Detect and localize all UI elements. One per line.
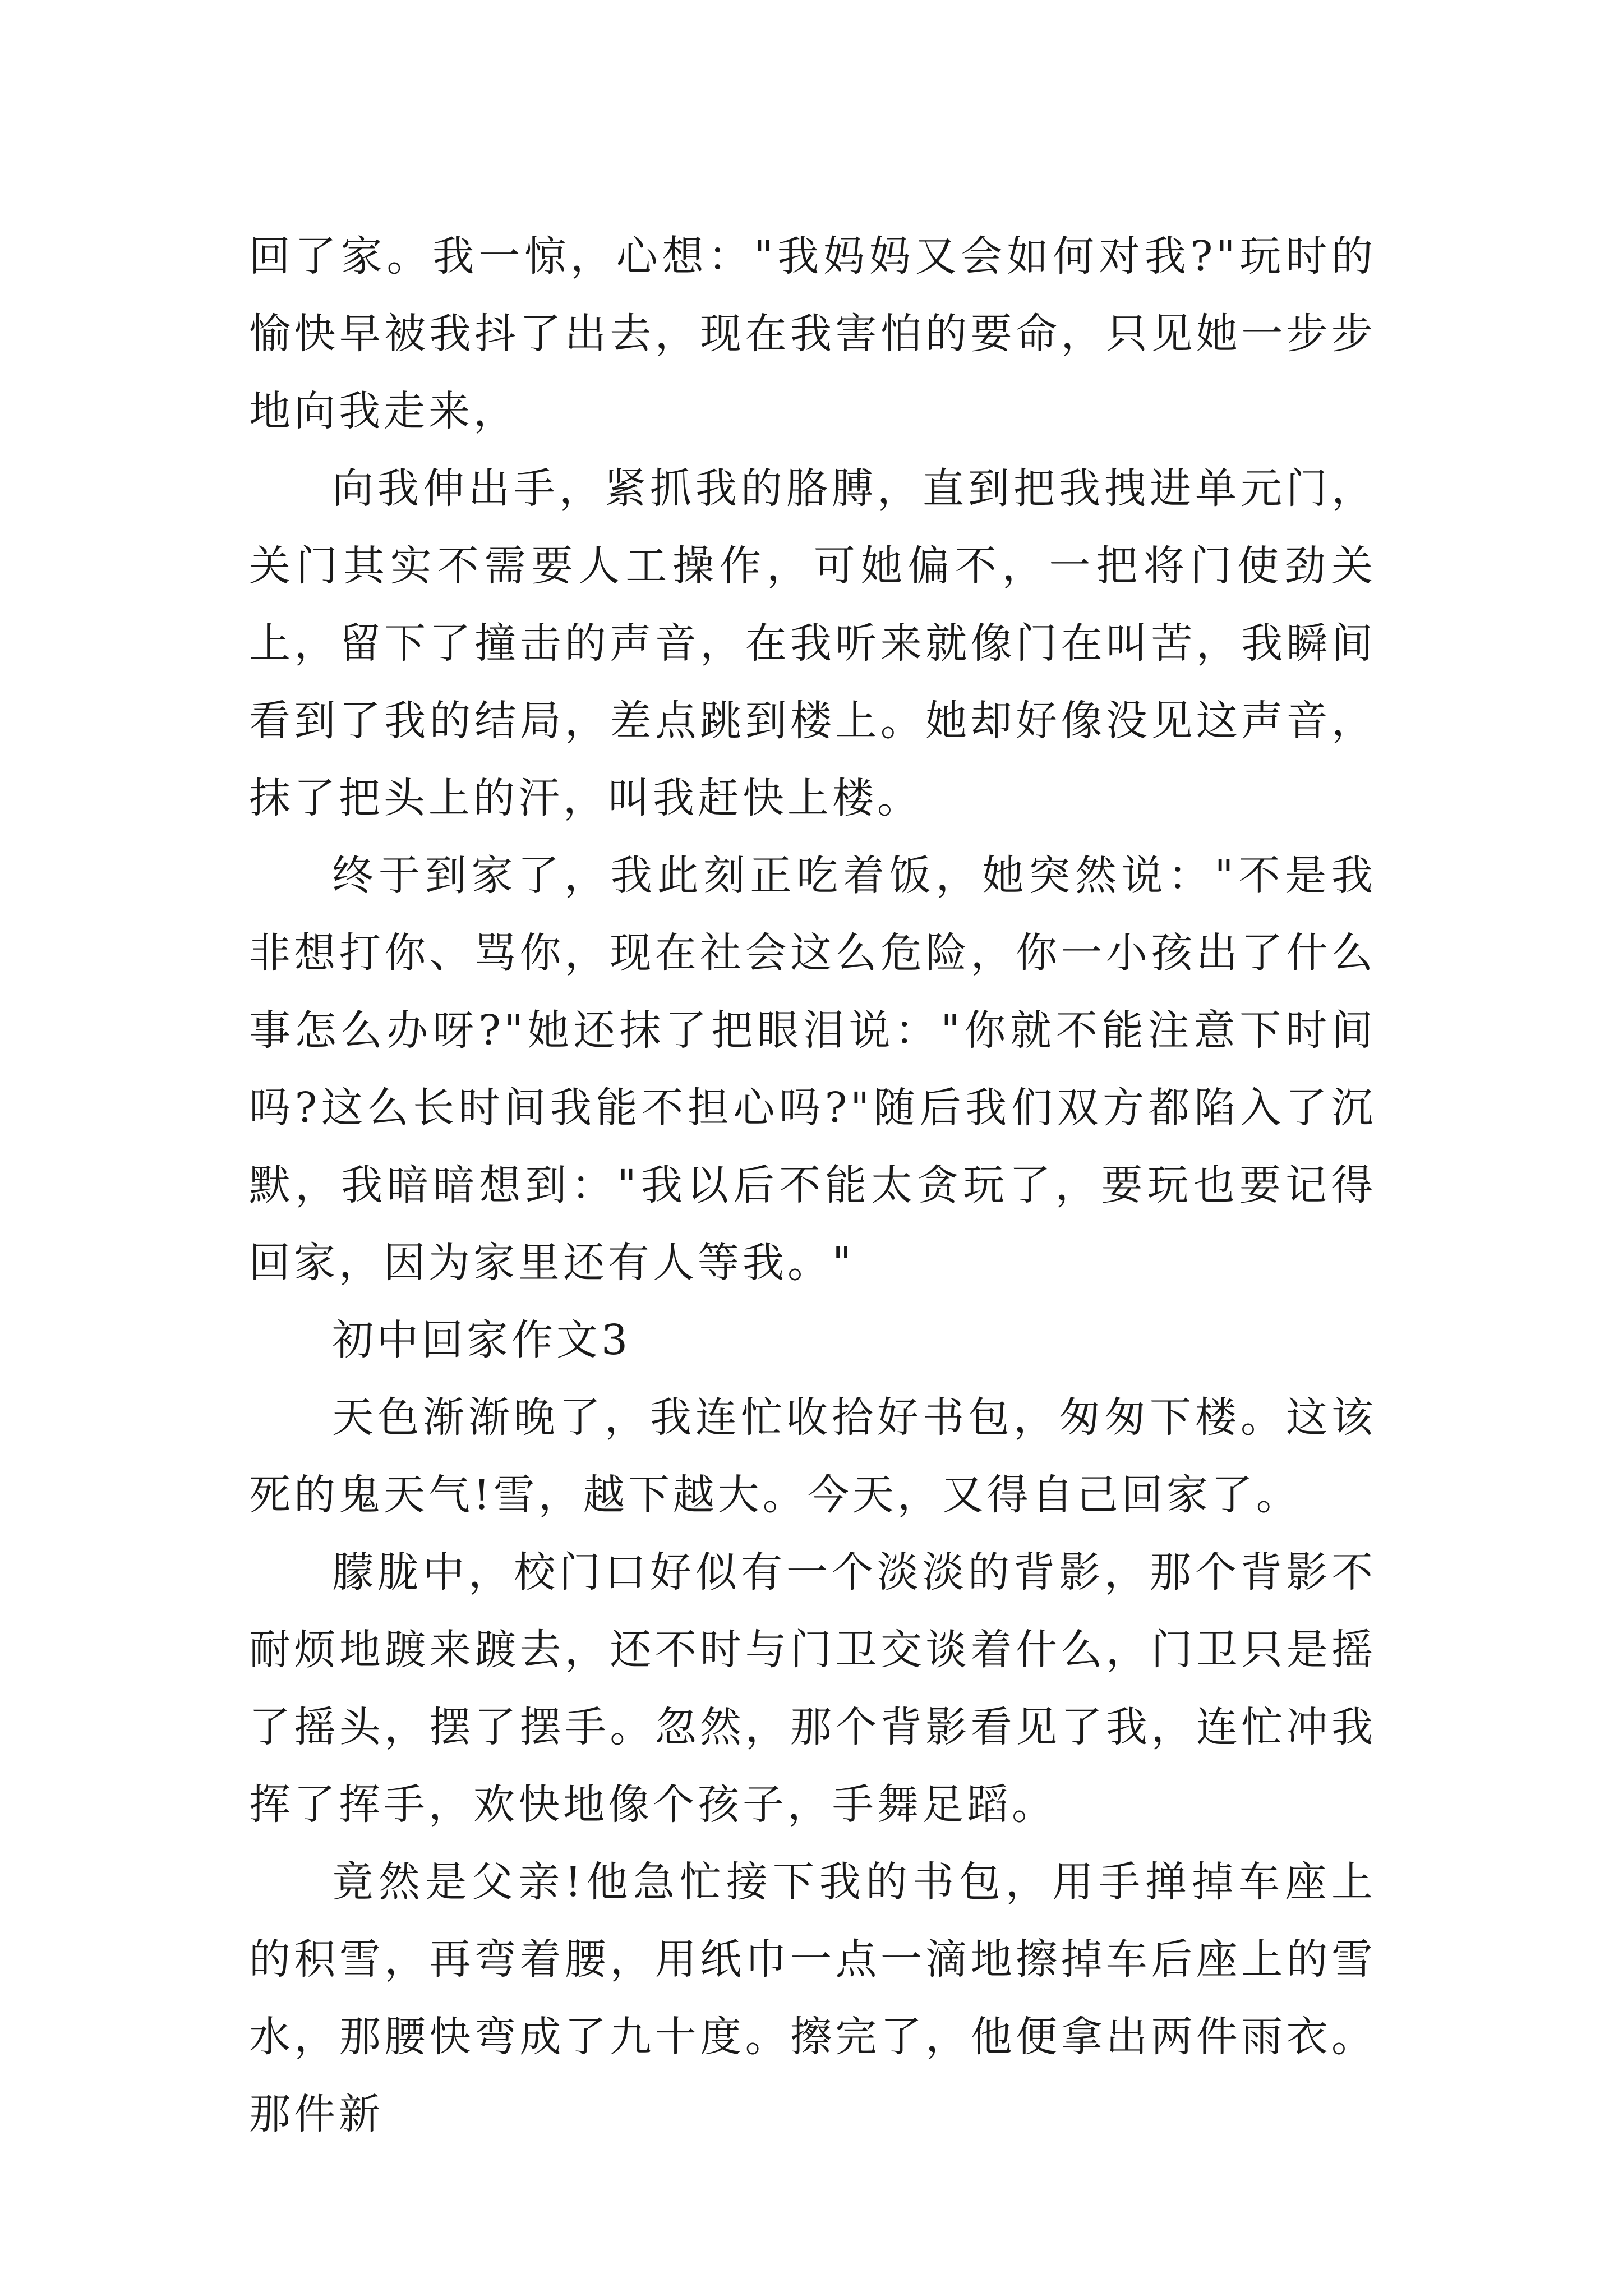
- paragraph-5: 朦胧中，校门口好似有一个淡淡的背影，那个背影不耐烦地踱来踱去，还不时与门卫交谈着什么，门卫只是摇了摇头，摆了摆手。忽然，那个背影看见了我，连忙冲我挥了挥手，欢快地像个孩子，手舞足蹈。: [249, 1548, 1376, 1829]
- document-body: [249, 218, 1376, 2153]
- paragraph-6: 竟然是父亲!他急忙接下我的书包，用手掸掉车座上的积雪，再弯着腰，用纸巾一点一滴地擦掉车后座上的雪水，那腰快弯成了九十度。擦完了，他便拿出两件雨衣。那件新: [249, 1858, 1376, 2138]
- paragraph-1: 回了家。我一惊，心想："我妈妈又会如何对我?"玩时的愉快早被我抖了出去，现在我害怕的要命，只见她一步步地向我走来，: [249, 232, 1376, 435]
- paragraph-3: 终于到家了，我此刻正吃着饭，她突然说："不是我非想打你、骂你，现在社会这么危险，你一小孩出了什么事怎么办呀?"她还抹了把眼泪说："你就不能注意下时间吗?这么长时间我能不担心吗?"随后我们双方都陷入了沉默，我暗暗想到："我以后不能太贪玩了，要玩也要记得回家，因为家里还有人等我。": [249, 852, 1376, 1287]
- section-heading: 初中回家作文3: [332, 1316, 631, 1364]
- paragraph-4: 天色渐渐晚了，我连忙收拾好书包，匆匆下楼。这该死的鬼天气!雪，越下越大。今天，又得自己回家了。: [249, 1393, 1376, 1519]
- paragraph-2: 向我伸出手，紧抓我的胳膊，直到把我拽进单元门，关门其实不需要人工操作，可她偏不，一把将门使劲关上，留下了撞击的声音，在我听来就像门在叫苦，我瞬间看到了我的结局，差点跳到楼上。她却好像没见这声音，抹了把头上的汗，叫我赶快上楼。: [249, 464, 1376, 822]
